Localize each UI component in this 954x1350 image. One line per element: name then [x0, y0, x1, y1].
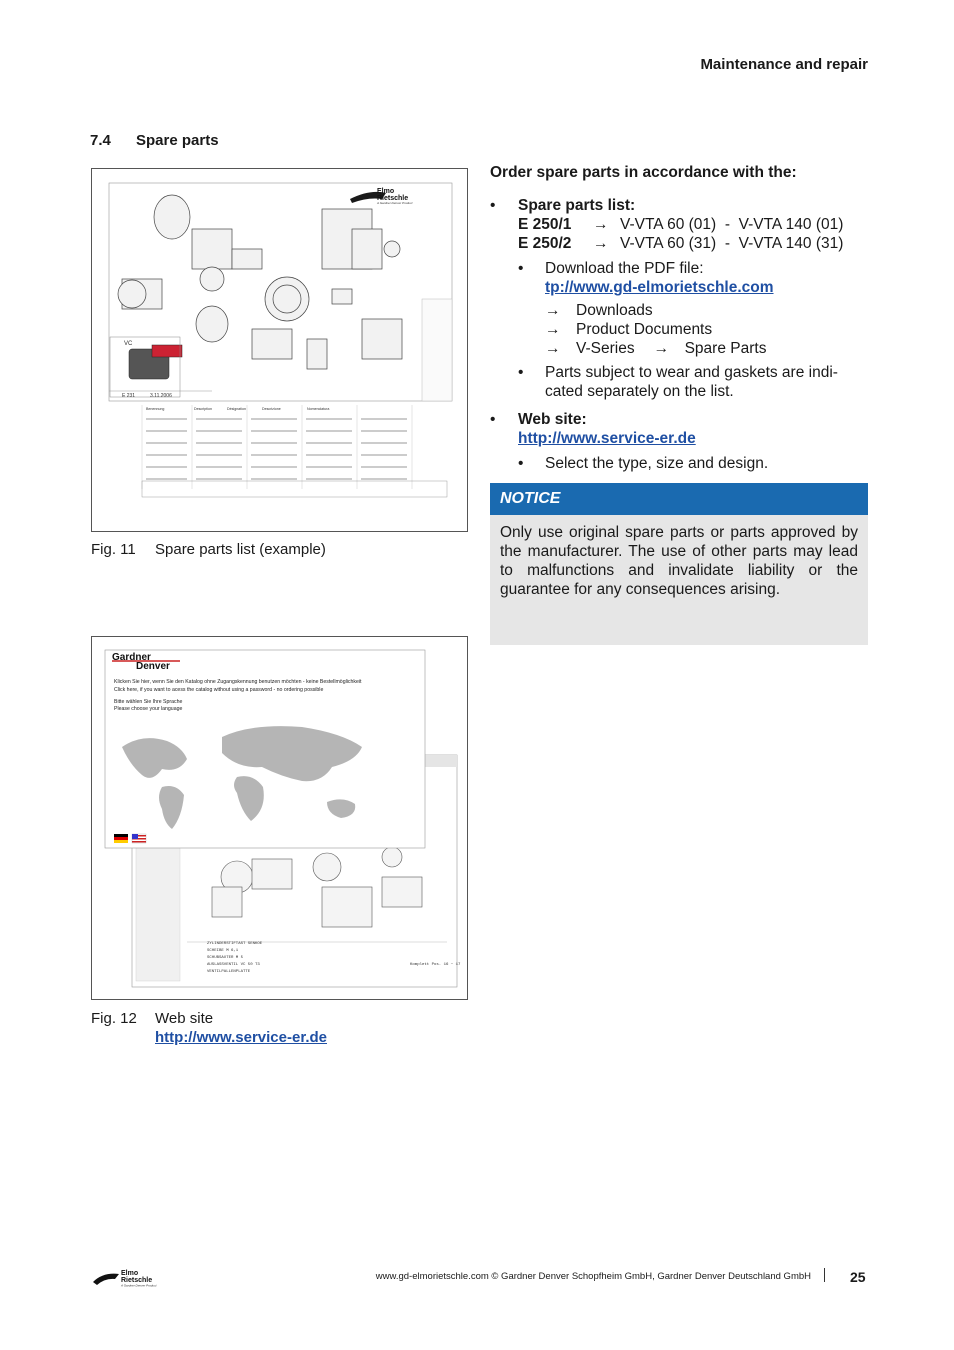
notice-text: Only use original spare parts or parts approved by the manufacturer. The use of other parts may lead to malfunctions and invalidate liability or the guarantee for any consequences arising. [490, 515, 868, 645]
spare-list-title: • Spare parts list: [518, 197, 636, 214]
section-heading [90, 132, 219, 149]
gd-logo-line1: Gardner [112, 652, 151, 663]
table-header-col4: Descrizione [262, 407, 281, 411]
footer-logo [91, 1268, 171, 1293]
intro-text: Order spare parts in accordance with the: [490, 164, 797, 181]
svg-text:A Gardner Denver Product: A Gardner Denver Product [121, 1283, 157, 1288]
footer-divider [824, 1268, 825, 1282]
download-item: • Download the PDF file: tp://www.gd-elmorietschle.com [490, 259, 868, 297]
list-row-2: E 250/2 → V-VTA 60 (31) - V-VTA 140 (31) [518, 235, 844, 252]
figure12-link[interactable]: http://www.service-er.de [155, 1029, 327, 1046]
notice-title: NOTICE [490, 483, 868, 515]
elmo-rietschle-logo-icon [91, 1268, 171, 1288]
arrow-icon: → [593, 216, 609, 233]
flag-us-icon[interactable] [132, 834, 146, 843]
figure1-tag: VC [124, 341, 133, 347]
arrow-icon: → [545, 340, 561, 357]
wear-note: • Parts subject to wear and gaskets are indi-cated separately on the list. [490, 363, 868, 401]
website-item: • Web site: http://www.service-er.de [490, 410, 868, 448]
table-header-col3: Désignation [227, 407, 246, 411]
web-row2: SCHEIBE M 6,1 [207, 949, 239, 953]
figure11-label: Fig. 11 [91, 541, 136, 558]
svg-text:Elmo: Elmo [121, 1270, 139, 1277]
table-header-col1: Benennung [146, 407, 165, 411]
svg-text:Rietschle: Rietschle [121, 1277, 153, 1284]
website-screenshot [92, 637, 467, 999]
website-link[interactable]: http://www.service-er.de [518, 430, 696, 447]
figure12-label: Fig. 12 [91, 1010, 137, 1027]
web-row1: ZYLINDERSTIFTAST SENKOE [207, 942, 263, 946]
web-lang-de: Bitte wählen Sie Ihre Sprache [114, 699, 183, 705]
ordering-instructions [490, 163, 868, 477]
spare-parts-list-item [490, 196, 868, 253]
page-number: 25 [850, 1269, 866, 1285]
web-text-en[interactable]: Click here, if you want to acess the catalog without using a password - no ordering possible [114, 687, 324, 693]
arrow-icon: → [593, 235, 609, 252]
select-note: • Select the type, size and design. [490, 454, 868, 473]
gd-logo-line2: Denver [136, 661, 170, 672]
spare-parts-drawing [92, 169, 467, 531]
figure1-brand-line2: Rietschle [377, 195, 409, 202]
web-row3: SCHUBSAUTER M 5 [207, 956, 244, 960]
figure1-date: 3.11.2006 [150, 393, 172, 399]
web-text-de[interactable]: Klicken Sie hier, wenn Sie den Katalog ohne Zugangskennung benutzen möchten - keine Bestellmöglichkeit [114, 679, 362, 685]
web-row4: AUSLASSVENTIL VC 50 T3 [207, 963, 260, 967]
nav-path: → Downloads → Product Documents → V-Series → Spare Parts [545, 302, 767, 357]
web-lang-en: Please choose your language [114, 706, 183, 712]
figure11-caption-text: Spare parts list (example) [155, 541, 326, 558]
download-link[interactable]: tp://www.gd-elmorietschle.com [545, 279, 774, 296]
web-kompl: Komplett Pos. 16 ~ 17 [410, 963, 461, 967]
arrow-icon: → [653, 340, 670, 357]
running-header: Maintenance and repair [700, 56, 868, 73]
figure1-brand-line1: Elmo [377, 188, 395, 195]
table-header-col5: Nomenclatura [307, 407, 330, 411]
arrow-icon: → [545, 321, 561, 338]
web-row5: VENTILPALLENPLATTE [207, 970, 251, 974]
flag-de-icon[interactable] [114, 834, 128, 843]
figure12-caption [91, 1009, 327, 1047]
list-row-1: E 250/1 → V-VTA 60 (01) - V-VTA 140 (01) [518, 216, 844, 233]
arrow-icon: → [545, 302, 561, 319]
footer-url[interactable]: www.gd-elmorietschle.com [375, 1271, 489, 1282]
figure1-brand-sub: A Gardner Denver Product [377, 201, 413, 205]
table-header-col2: Description [194, 407, 212, 411]
section-number: 7.4 [90, 132, 111, 149]
figure-spare-parts-list [91, 168, 468, 532]
figure-web-site [91, 636, 468, 1000]
figure1-code: E 231 [122, 393, 136, 399]
section-title: Spare parts [136, 132, 219, 149]
footer-copyright: www.gd-elmorietschle.com © Gardner Denver Schopfheim GmbH, Gardner Denver Deutschland GmbH [375, 1271, 811, 1282]
figure12-caption-text: Web site [155, 1010, 214, 1027]
figure11-caption [91, 541, 326, 558]
